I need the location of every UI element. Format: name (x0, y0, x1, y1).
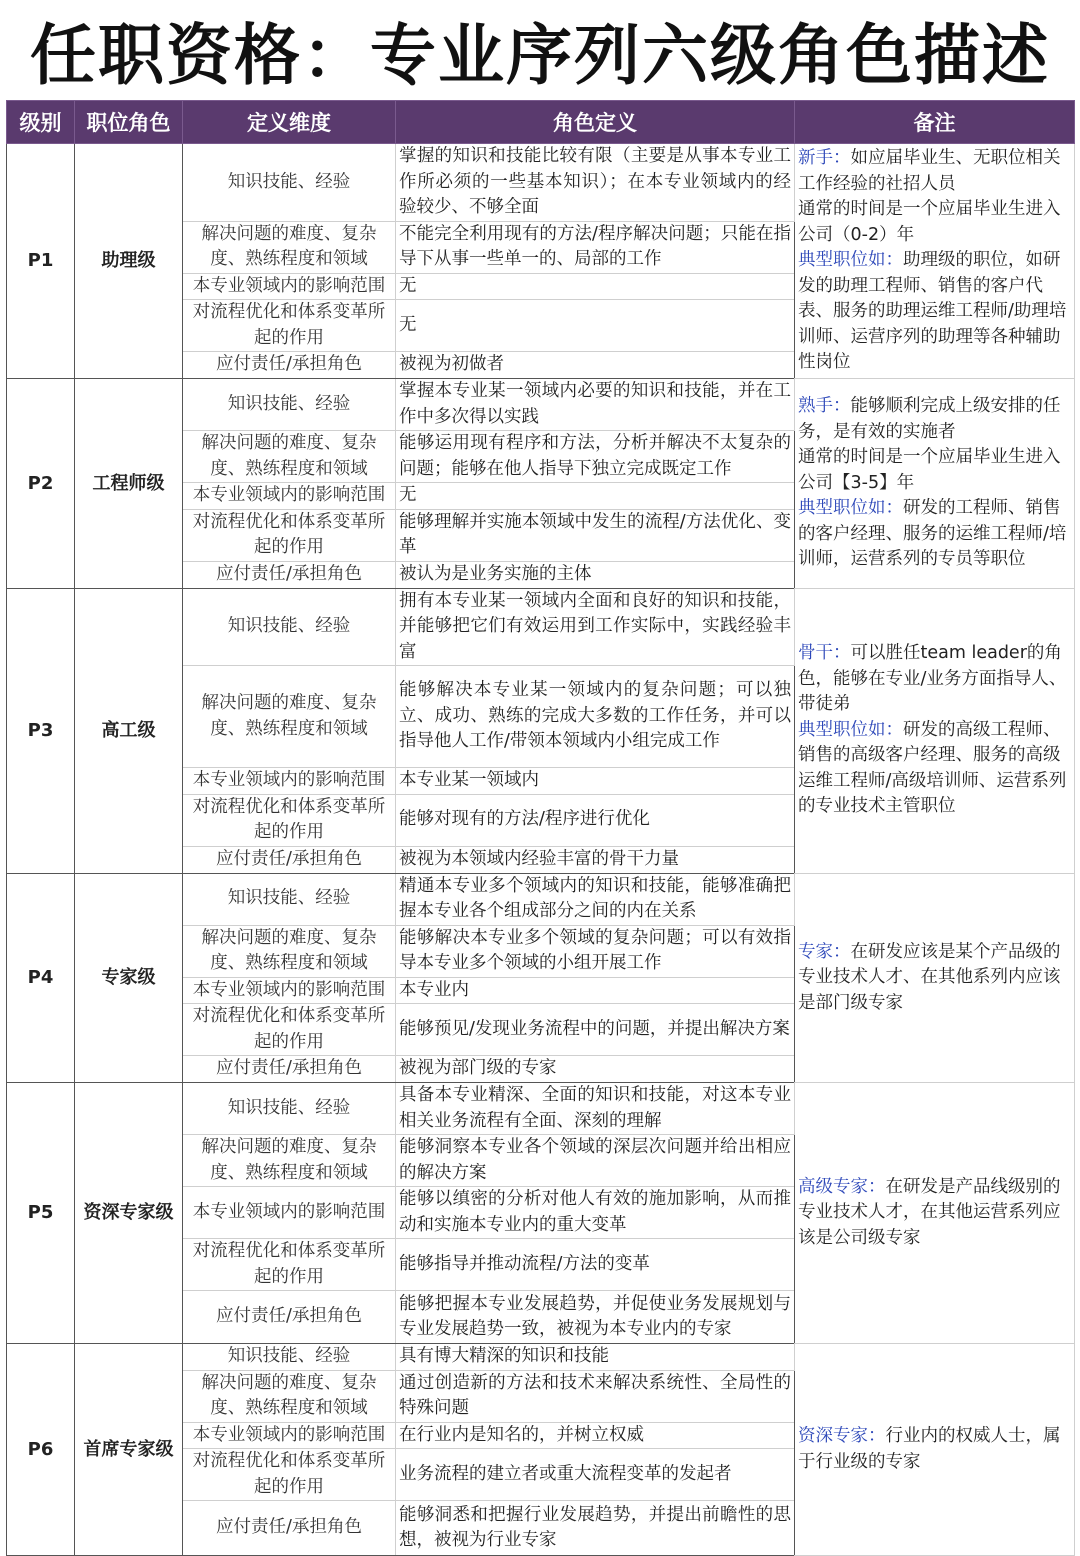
remark-text: 能够顺利完成上级安排的任务，是有效的实施者 (798, 396, 1061, 442)
definition-cell: 能够洞悉和把握行业发展趋势，并提出前瞻性的思想，被视为行业专家 (396, 1501, 795, 1556)
remark-key-typical: 典型职位如： (798, 250, 903, 271)
dimension-cell: 应付责任/承担角色 (183, 1056, 396, 1083)
definition-cell: 无 (396, 273, 795, 300)
remark-cell (795, 1344, 1075, 1556)
dimension-cell: 对流程优化和体系变革所起的作用 (183, 1239, 396, 1291)
dimension-cell: 应付责任/承担角色 (183, 846, 396, 873)
remark-key: 高级专家： (798, 1176, 886, 1197)
dimension-cell: 对流程优化和体系变革所起的作用 (183, 509, 396, 561)
dimension-cell: 应付责任/承担角色 (183, 1291, 396, 1344)
header-level: 级别 (7, 101, 75, 144)
header-role: 职位角色 (75, 101, 183, 144)
dimension-cell: 应付责任/承担角色 (183, 1501, 396, 1556)
level-group-p5 (7, 1083, 1075, 1344)
definition-cell: 无 (396, 483, 795, 510)
dimension-cell: 应付责任/承担角色 (183, 352, 396, 379)
header-remark: 备注 (795, 101, 1075, 144)
dimension-cell: 解决问题的难度、复杂度、熟练程度和领域 (183, 1135, 396, 1187)
dimension-cell: 对流程优化和体系变革所起的作用 (183, 1004, 396, 1056)
dimension-cell: 知识技能、经验 (183, 1083, 396, 1135)
dimension-cell: 本专业领域内的影响范围 (183, 977, 396, 1004)
definition-cell: 本专业内 (396, 977, 795, 1004)
definition-cell: 本专业某一领域内 (396, 768, 795, 795)
dimension-cell: 解决问题的难度、复杂度、熟练程度和领域 (183, 925, 396, 977)
remark-plain: 通常的时间是一个应届毕业生进入公司（0-2）年 (798, 199, 1061, 245)
definition-cell: 无 (396, 300, 795, 352)
dimension-cell: 本专业领域内的影响范围 (183, 1187, 396, 1239)
level-code: P5 (7, 1083, 75, 1344)
dimension-cell: 本专业领域内的影响范围 (183, 483, 396, 510)
remark-cell (795, 144, 1075, 379)
level-code: P1 (7, 144, 75, 379)
definition-cell: 能够解决本专业多个领域的复杂问题；可以有效指导本专业多个领域的小组开展工作 (396, 925, 795, 977)
remark-key: 专家： (798, 941, 851, 962)
level-group-p1 (7, 144, 1075, 379)
dimension-cell: 解决问题的难度、复杂度、熟练程度和领域 (183, 221, 396, 273)
level-code: P2 (7, 379, 75, 589)
remark-key: 熟手： (798, 396, 851, 416)
header-definition: 角色定义 (396, 101, 795, 144)
role-name: 资深专家级 (75, 1083, 183, 1344)
remark-cell (795, 1083, 1075, 1344)
definition-cell: 在行业内是知名的，并树立权威 (396, 1422, 795, 1449)
definition-cell: 能够理解并实施本领域中发生的流程/方法优化、变革 (396, 509, 795, 561)
role-name: 首席专家级 (75, 1344, 183, 1556)
remark-typical-text: 研发的高级工程师、销售的高级客户经理、服务的高级运维工程师/高级培训师、运营系列的专业技术主管职位 (798, 719, 1067, 817)
definition-cell: 能够以缜密的分析对他人有效的施加影响，从而推动和实施本专业内的重大变革 (396, 1187, 795, 1239)
dimension-cell: 本专业领域内的影响范围 (183, 273, 396, 300)
remark-typical-text: 研发的工程师、销售的客户经理、服务的运维工程师/培训师，运营系列的专员等职位 (798, 498, 1067, 569)
remark-cell (795, 379, 1075, 589)
remark-text: 行业内的权威人士，属于行业级的专家 (798, 1426, 1061, 1472)
remark-text: 在研发是产品线级别的专业技术人才，在其他运营系列应该是公司级专家 (798, 1176, 1061, 1248)
dimension-cell: 对流程优化和体系变革所起的作用 (183, 1449, 396, 1501)
dimension-cell: 本专业领域内的影响范围 (183, 1422, 396, 1449)
role-name: 助理级 (75, 144, 183, 379)
header-dimension: 定义维度 (183, 101, 396, 144)
level-group-p4 (7, 873, 1075, 1083)
level-code: P6 (7, 1344, 75, 1556)
remark-key-typical: 典型职位如： (798, 719, 903, 740)
dimension-cell: 本专业领域内的影响范围 (183, 768, 396, 795)
definition-cell: 具有博大精深的知识和技能 (396, 1344, 795, 1371)
remark-text: 如应届毕业生、无职位相关工作经验的社招人员 (798, 148, 1061, 194)
remark-key: 骨干： (798, 643, 851, 664)
definition-cell: 能够指导并推动流程/方法的变革 (396, 1239, 795, 1291)
page-title: 任职资格：专业序列六级角色描述 (30, 16, 1050, 94)
definition-cell: 能够洞察本专业各个领域的深层次问题并给出相应的解决方案 (396, 1135, 795, 1187)
remark-typical-text: 助理级的职位，如研发的助理工程师、销售的客户代表、服务的助理运维工程师/助理培训师、运营序列的助理等各种辅助性岗位 (798, 250, 1067, 373)
dimension-cell: 应付责任/承担角色 (183, 561, 396, 588)
definition-cell: 能够对现有的方法/程序进行优化 (396, 794, 795, 846)
dimension-cell: 知识技能、经验 (183, 379, 396, 431)
dimension-cell: 知识技能、经验 (183, 144, 396, 222)
level-code: P3 (7, 588, 75, 873)
definition-cell: 能够预见/发现业务流程中的问题，并提出解决方案 (396, 1004, 795, 1056)
role-table (6, 100, 1075, 1556)
role-name: 高工级 (75, 588, 183, 873)
level-group-p3 (7, 588, 1075, 873)
remark-key-typical: 典型职位如： (798, 498, 903, 518)
role-name: 工程师级 (75, 379, 183, 589)
remark-text: 在研发应该是某个产品级的专业技术人才、在其他系列内应该是部门级专家 (798, 941, 1061, 1013)
definition-cell: 具备本专业精深、全面的知识和技能，对这本专业相关业务流程有全面、深刻的理解 (396, 1083, 795, 1135)
remark-plain: 通常的时间是一个应届毕业生进入公司【3-5】年 (798, 447, 1061, 493)
dimension-cell: 解决问题的难度、复杂度、熟练程度和领域 (183, 666, 396, 768)
definition-cell: 拥有本专业某一领域内全面和良好的知识和技能，并能够把它们有效运用到工作实际中，实践经验丰富 (396, 588, 795, 666)
dimension-cell: 对流程优化和体系变革所起的作用 (183, 300, 396, 352)
definition-cell: 业务流程的建立者或重大流程变革的发起者 (396, 1449, 795, 1501)
definition-cell: 不能完全利用现有的方法/程序解决问题；只能在指导下从事一些单一的、局部的工作 (396, 221, 795, 273)
role-name: 专家级 (75, 873, 183, 1083)
dimension-cell: 知识技能、经验 (183, 588, 396, 666)
level-code: P4 (7, 873, 75, 1083)
definition-cell: 被视为初做者 (396, 352, 795, 379)
level-group-p2 (7, 379, 1075, 589)
definition-cell: 能够把握本专业发展趋势，并促使业务发展规划与专业发展趋势一致，被视为本专业内的专家 (396, 1291, 795, 1344)
definition-cell: 精通本专业多个领域内的知识和技能，能够准确把握本专业各个组成部分之间的内在关系 (396, 873, 795, 925)
dimension-cell: 知识技能、经验 (183, 1344, 396, 1371)
remark-cell (795, 588, 1075, 873)
level-group-p6 (7, 1344, 1075, 1556)
header-row (7, 101, 1075, 144)
dimension-cell: 解决问题的难度、复杂度、熟练程度和领域 (183, 431, 396, 483)
definition-cell: 被视为本领域内经验丰富的骨干力量 (396, 846, 795, 873)
dimension-cell: 解决问题的难度、复杂度、熟练程度和领域 (183, 1370, 396, 1422)
definition-cell: 能够运用现有程序和方法，分析并解决不太复杂的问题；能够在他人指导下独立完成既定工作 (396, 431, 795, 483)
definition-cell: 掌握的知识和技能比较有限（主要是从事本专业工作所必须的一些基本知识）；在本专业领域内的经验较少、不够全面 (396, 144, 795, 222)
definition-cell: 通过创造新的方法和技术来解决系统性、全局性的特殊问题 (396, 1370, 795, 1422)
definition-cell: 能够解决本专业某一领域内的复杂问题；可以独立、成功、熟练的完成大多数的工作任务，并可以指导他人工作/带领本领域内小组完成工作 (396, 666, 795, 768)
definition-cell: 被认为是业务实施的主体 (396, 561, 795, 588)
dimension-cell: 对流程优化和体系变革所起的作用 (183, 794, 396, 846)
remark-text: 可以胜任team leader的角色，能够在专业/业务方面指导人、带徒弟 (798, 643, 1067, 715)
dimension-cell: 知识技能、经验 (183, 873, 396, 925)
remark-key: 资深专家： (798, 1426, 886, 1446)
definition-cell: 掌握本专业某一领域内必要的知识和技能，并在工作中多次得以实践 (396, 379, 795, 431)
remark-key: 新手： (798, 148, 851, 169)
definition-cell: 被视为部门级的专家 (396, 1056, 795, 1083)
remark-cell (795, 873, 1075, 1083)
